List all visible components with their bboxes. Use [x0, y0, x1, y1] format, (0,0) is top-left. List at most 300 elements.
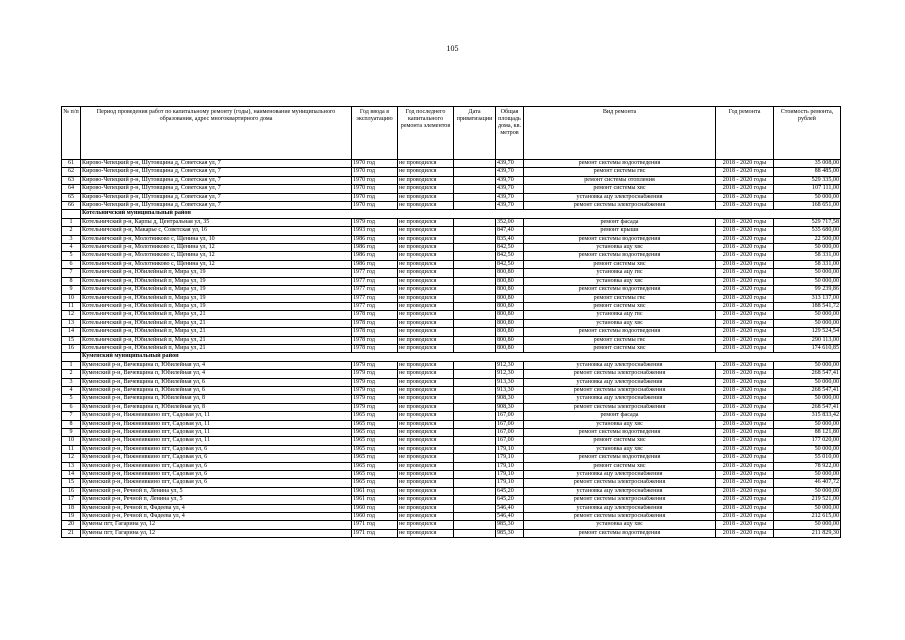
cell-repair-years: 2018 - 2020 годы	[716, 193, 774, 201]
table-row	[62, 420, 841, 428]
cell-built: 1986 год	[352, 244, 398, 252]
cell-built: 1961 год	[352, 496, 398, 504]
cell-area: 800,80	[496, 328, 524, 336]
cell-privatization	[454, 445, 496, 453]
cell-last-repair: не проводился	[398, 244, 454, 252]
table-row	[62, 378, 841, 386]
cell-area: 835,40	[496, 235, 524, 243]
cell-last-repair: не проводился	[398, 227, 454, 235]
cell-repair-kind: ремонт системы водоотведения	[524, 328, 716, 336]
cell-last-repair: не проводился	[398, 462, 454, 470]
cell-built: 1979 год	[352, 361, 398, 369]
col-header-cost: Стоимость ремонта, рублей	[774, 107, 841, 160]
cell-number: 65	[62, 193, 81, 201]
cell-address: Куменский р-н, Нижнеивкино пгт, Садовая ул, 6	[81, 479, 352, 487]
cell-cost: 219 521,00	[774, 496, 841, 504]
cell-repair-kind: ремонт системы электроснабжения	[524, 513, 716, 521]
cell-area: 908,30	[496, 403, 524, 411]
cell-privatization	[454, 277, 496, 285]
cell-repair-years: 2018 - 2020 годы	[716, 454, 774, 462]
cell-repair-kind: ремонт системы электроснабжения	[524, 496, 716, 504]
table-body	[62, 160, 841, 538]
cell-built: 1965 год	[352, 462, 398, 470]
cell-address: Котельничский р-н, Молотниково с, Щенина ул, 12	[81, 252, 352, 260]
cell-built: 1965 год	[352, 420, 398, 428]
cell-cost: 88 121,80	[774, 429, 841, 437]
cell-built: 1970 год	[352, 168, 398, 176]
cell-last-repair: не проводился	[398, 370, 454, 378]
cell-privatization	[454, 336, 496, 344]
cell-address: Куменский р-н, Речной п, Фадеева ул, 4	[81, 513, 352, 521]
cell-cost: 129 524,54	[774, 328, 841, 336]
cell-built: 1970 год	[352, 160, 398, 168]
cell-cost: 50 000,00	[774, 487, 841, 495]
cell-repair-kind: ремонт фасада	[524, 218, 716, 226]
cell-number: 64	[62, 185, 81, 193]
cell-privatization	[454, 471, 496, 479]
cell-privatization	[454, 286, 496, 294]
cell-repair-years: 2018 - 2020 годы	[716, 437, 774, 445]
cell-built: 1970 год	[352, 193, 398, 201]
cell-last-repair: не проводился	[398, 395, 454, 403]
cell-privatization	[454, 386, 496, 394]
cell-repair-kind: ремонт системы гвс	[524, 168, 716, 176]
cell-repair-kind: ремонт системы водоотведения	[524, 286, 716, 294]
cell-repair-kind: ремонт системы хвс	[524, 185, 716, 193]
cell-last-repair: не проводился	[398, 294, 454, 302]
cell-repair-kind: установка ацу электроснабжения	[524, 378, 716, 386]
cell-repair-kind: ремонт системы водоотведения	[524, 529, 716, 537]
section-blank	[62, 353, 81, 361]
cell-repair-kind: установка ацу электроснабжения	[524, 193, 716, 201]
cell-repair-kind: ремонт системы электроснабжения	[524, 479, 716, 487]
cell-repair-years: 2018 - 2020 годы	[716, 176, 774, 184]
table-row	[62, 437, 841, 445]
cell-address: Куменский р-н, Речной п, Ленина ул, 5	[81, 487, 352, 495]
cell-repair-years: 2018 - 2020 годы	[716, 403, 774, 411]
cell-repair-years: 2018 - 2020 годы	[716, 328, 774, 336]
cell-cost: 35 008,00	[774, 160, 841, 168]
cell-last-repair: не проводился	[398, 302, 454, 310]
cell-number: 2	[62, 227, 81, 235]
cell-repair-kind: ремонт системы хвс	[524, 260, 716, 268]
cell-built: 1979 год	[352, 403, 398, 411]
cell-built: 1978 год	[352, 311, 398, 319]
cell-repair-kind: установка ацу гвс	[524, 311, 716, 319]
cell-repair-years: 2018 - 2020 годы	[716, 429, 774, 437]
table-row	[62, 235, 841, 243]
col-header-area: Общая площадь дома, кв. метров	[496, 107, 524, 160]
cell-number: 12	[62, 454, 81, 462]
cell-repair-kind: ремонт системы электроснабжения	[524, 386, 716, 394]
cell-repair-kind: ремонт системы отопления	[524, 176, 716, 184]
cell-privatization	[454, 202, 496, 210]
cell-repair-years: 2018 - 2020 годы	[716, 235, 774, 243]
cell-number: 9	[62, 286, 81, 294]
cell-repair-kind: ремонт системы водоотведения	[524, 235, 716, 243]
cell-repair-years: 2018 - 2020 годы	[716, 244, 774, 252]
cell-address: Котельничский р-н, Юбилейный п, Мира ул, 21	[81, 311, 352, 319]
cell-area: 439,70	[496, 185, 524, 193]
cell-number: 13	[62, 462, 81, 470]
cell-privatization	[454, 160, 496, 168]
cell-repair-kind: ремонт системы гвс	[524, 336, 716, 344]
cell-last-repair: не проводился	[398, 487, 454, 495]
cell-cost: 50 000,00	[774, 277, 841, 285]
cell-privatization	[454, 176, 496, 184]
cell-cost: 50 000,00	[774, 193, 841, 201]
cell-last-repair: не проводился	[398, 319, 454, 327]
cell-number: 61	[62, 160, 81, 168]
col-header-repair-years: Год ремонта	[716, 107, 774, 160]
cell-last-repair: не проводился	[398, 361, 454, 369]
cell-privatization	[454, 168, 496, 176]
cell-address: Куменский р-н, Вичевщина п, Юбилейная ул, 4	[81, 370, 352, 378]
cell-privatization	[454, 479, 496, 487]
cell-last-repair: не проводился	[398, 260, 454, 268]
cell-number: 7	[62, 412, 81, 420]
table-row	[62, 479, 841, 487]
cell-area: 912,30	[496, 370, 524, 378]
table-row	[62, 277, 841, 285]
cell-built: 1977 год	[352, 294, 398, 302]
cell-area: 439,70	[496, 202, 524, 210]
cell-repair-years: 2018 - 2020 годы	[716, 227, 774, 235]
table-row	[62, 504, 841, 512]
section-blank	[62, 210, 81, 218]
cell-repair-kind: установка ацу электроснабжения	[524, 395, 716, 403]
cell-address: Куменский р-н, Нижнеивкино пгт, Садовая ул, 11	[81, 437, 352, 445]
cell-built: 1977 год	[352, 302, 398, 310]
cell-area: 800,80	[496, 294, 524, 302]
cell-repair-kind: ремонт системы водоотведения	[524, 429, 716, 437]
cell-area: 908,30	[496, 395, 524, 403]
cell-address: Котельничский р-н, Юбилейный п, Мира ул, 19	[81, 302, 352, 310]
cell-repair-years: 2018 - 2020 годы	[716, 202, 774, 210]
cell-privatization	[454, 294, 496, 302]
cell-number: 14	[62, 471, 81, 479]
cell-privatization	[454, 378, 496, 386]
cell-repair-years: 2018 - 2020 годы	[716, 168, 774, 176]
cell-last-repair: не проводился	[398, 412, 454, 420]
cell-repair-kind: установка ацу хвс	[524, 420, 716, 428]
cell-repair-years: 2018 - 2020 годы	[716, 378, 774, 386]
cell-repair-kind: ремонт системы хвс	[524, 302, 716, 310]
table-header-row	[62, 107, 841, 160]
cell-area: 546,40	[496, 513, 524, 521]
cell-area: 800,80	[496, 302, 524, 310]
cell-built: 1978 год	[352, 319, 398, 327]
col-header-last-repair: Год последнего капитального ремонта элементов	[398, 107, 454, 160]
cell-number: 19	[62, 513, 81, 521]
cell-repair-years: 2018 - 2020 годы	[716, 361, 774, 369]
table-row	[62, 529, 841, 537]
cell-address: Куменский р-н, Нижнеивкино пгт, Садовая ул, 6	[81, 462, 352, 470]
cell-cost: 46 407,72	[774, 479, 841, 487]
cell-built: 1978 год	[352, 336, 398, 344]
cell-address: Кумены пгт, Гагарина ул, 12	[81, 529, 352, 537]
cell-cost: 529 335,00	[774, 176, 841, 184]
cell-number: 18	[62, 504, 81, 512]
cell-number: 15	[62, 336, 81, 344]
cell-number: 15	[62, 479, 81, 487]
cell-built: 1977 год	[352, 269, 398, 277]
cell-built: 1965 год	[352, 412, 398, 420]
cell-privatization	[454, 504, 496, 512]
cell-address: Котельничский р-н, Юбилейный п, Мира ул, 21	[81, 336, 352, 344]
cell-repair-years: 2018 - 2020 годы	[716, 487, 774, 495]
table-row	[62, 462, 841, 470]
cell-last-repair: не проводился	[398, 277, 454, 285]
cell-area: 800,80	[496, 277, 524, 285]
cell-area: 645,20	[496, 487, 524, 495]
cell-repair-years: 2018 - 2020 годы	[716, 462, 774, 470]
cell-privatization	[454, 252, 496, 260]
cell-address: Котельничский р-н, Молотниково с, Щенина ул, 10	[81, 235, 352, 243]
cell-number: 9	[62, 429, 81, 437]
cell-repair-kind: ремонт системы водоотведения	[524, 252, 716, 260]
cell-last-repair: не проводился	[398, 479, 454, 487]
cell-last-repair: не проводился	[398, 378, 454, 386]
cell-address: Котельничский р-н, Юбилейный п, Мира ул, 19	[81, 277, 352, 285]
cell-privatization	[454, 260, 496, 268]
cell-address: Куменский р-н, Вичевщина п, Юбилейная ул, 6	[81, 378, 352, 386]
cell-cost: 50 000,00	[774, 521, 841, 529]
cell-built: 1979 год	[352, 386, 398, 394]
cell-cost: 535 680,00	[774, 227, 841, 235]
cell-address: Куменский р-н, Речной п, Ленина ул, 5	[81, 496, 352, 504]
cell-repair-years: 2018 - 2020 годы	[716, 319, 774, 327]
cell-number: 11	[62, 302, 81, 310]
cell-built: 1960 год	[352, 513, 398, 521]
cell-number: 7	[62, 269, 81, 277]
cell-built: 1993 год	[352, 227, 398, 235]
cell-privatization	[454, 218, 496, 226]
cell-privatization	[454, 269, 496, 277]
table-row	[62, 386, 841, 394]
cell-last-repair: не проводился	[398, 176, 454, 184]
cell-number: 63	[62, 176, 81, 184]
cell-cost: 268 547,41	[774, 386, 841, 394]
cell-repair-kind: ремонт системы электроснабжения	[524, 403, 716, 411]
cell-area: 800,80	[496, 311, 524, 319]
cell-repair-years: 2018 - 2020 годы	[716, 395, 774, 403]
cell-area: 179,10	[496, 471, 524, 479]
cell-last-repair: не проводился	[398, 420, 454, 428]
cell-number: 10	[62, 294, 81, 302]
cell-area: 179,10	[496, 462, 524, 470]
cell-privatization	[454, 529, 496, 537]
cell-number: 17	[62, 496, 81, 504]
cell-repair-years: 2018 - 2020 годы	[716, 504, 774, 512]
cell-last-repair: не проводился	[398, 471, 454, 479]
cell-area: 800,80	[496, 286, 524, 294]
page-number: 105	[446, 44, 459, 53]
cell-last-repair: не проводился	[398, 504, 454, 512]
cell-privatization	[454, 521, 496, 529]
cell-area: 842,50	[496, 252, 524, 260]
cell-repair-kind: ремонт системы водоотведения	[524, 160, 716, 168]
table-row	[62, 445, 841, 453]
cell-repair-years: 2018 - 2020 годы	[716, 311, 774, 319]
table-row	[62, 344, 841, 352]
table-row	[62, 252, 841, 260]
cell-area: 179,10	[496, 445, 524, 453]
cell-area: 912,30	[496, 361, 524, 369]
cell-last-repair: не проводился	[398, 185, 454, 193]
cell-built: 1965 год	[352, 437, 398, 445]
cell-repair-kind: ремонт системы хвс	[524, 437, 716, 445]
cell-last-repair: не проводился	[398, 168, 454, 176]
cell-built: 1978 год	[352, 344, 398, 352]
cell-cost: 211 829,30	[774, 529, 841, 537]
cell-repair-years: 2018 - 2020 годы	[716, 420, 774, 428]
table-row	[62, 370, 841, 378]
cell-number: 21	[62, 529, 81, 537]
cell-area: 167,00	[496, 429, 524, 437]
cell-privatization	[454, 319, 496, 327]
cell-repair-kind: установка ацу хвс	[524, 521, 716, 529]
table-row	[62, 202, 841, 210]
cell-cost: 55 010,00	[774, 454, 841, 462]
cell-number: 10	[62, 437, 81, 445]
cell-address: Кирово-Чепецкий р-н, Шутовщина д, Советская ул, 7	[81, 202, 352, 210]
cell-cost: 50 000,00	[774, 420, 841, 428]
cell-built: 1970 год	[352, 185, 398, 193]
cell-privatization	[454, 487, 496, 495]
cell-address: Куменский р-н, Вичевщина п, Юбилейная ул, 8	[81, 403, 352, 411]
cell-last-repair: не проводился	[398, 386, 454, 394]
cell-area: 439,70	[496, 176, 524, 184]
cell-last-repair: не проводился	[398, 252, 454, 260]
cell-area: 847,40	[496, 227, 524, 235]
cell-repair-kind: ремонт системы электроснабжения	[524, 370, 716, 378]
section-title: Котельничский муниципальный район	[81, 210, 841, 218]
cell-address: Котельничский р-н, Молотниково с, Щенина ул, 12	[81, 244, 352, 252]
cell-number: 5	[62, 252, 81, 260]
cell-repair-kind: установка ацу хвс	[524, 445, 716, 453]
cell-cost: 50 000,00	[774, 319, 841, 327]
cell-cost: 188 541,72	[774, 302, 841, 310]
cell-cost: 58 331,00	[774, 252, 841, 260]
cell-number: 3	[62, 235, 81, 243]
cell-address: Котельничский р-н, Юбилейный п, Мира ул, 21	[81, 344, 352, 352]
cell-privatization	[454, 244, 496, 252]
cell-repair-years: 2018 - 2020 годы	[716, 218, 774, 226]
cell-address: Котельничский р-н, Юбилейный п, Мира ул, 19	[81, 294, 352, 302]
cell-cost: 315 833,42	[774, 412, 841, 420]
cell-number: 5	[62, 395, 81, 403]
table-row	[62, 429, 841, 437]
cell-number: 2	[62, 370, 81, 378]
cell-built: 1978 год	[352, 328, 398, 336]
cell-number: 14	[62, 328, 81, 336]
cell-built: 1977 год	[352, 277, 398, 285]
cell-last-repair: не проводился	[398, 311, 454, 319]
cell-number: 6	[62, 260, 81, 268]
cell-repair-kind: ремонт крыши	[524, 227, 716, 235]
cell-privatization	[454, 235, 496, 243]
cell-repair-kind: установка ацу электроснабжения	[524, 471, 716, 479]
cell-repair-years: 2018 - 2020 годы	[716, 479, 774, 487]
col-header-privatization: Дата приватизации	[454, 107, 496, 160]
cell-address: Котельничский р-н, Юбилейный п, Мира ул, 19	[81, 269, 352, 277]
cell-repair-years: 2018 - 2020 годы	[716, 471, 774, 479]
cell-last-repair: не проводился	[398, 218, 454, 226]
cell-number: 62	[62, 168, 81, 176]
cell-repair-years: 2018 - 2020 годы	[716, 302, 774, 310]
cell-cost: 268 547,41	[774, 403, 841, 411]
cell-address: Куменский р-н, Нижнеивкино пгт, Садовая ул, 6	[81, 445, 352, 453]
cell-repair-years: 2018 - 2020 годы	[716, 370, 774, 378]
cell-privatization	[454, 311, 496, 319]
cell-last-repair: не проводился	[398, 160, 454, 168]
cell-last-repair: не проводился	[398, 202, 454, 210]
cell-cost: 50 000,00	[774, 311, 841, 319]
col-header-address: Период проведения работ по капитальному ремонту (годы), наименование муниципального образования, адрес многоквартирного дома	[81, 107, 352, 160]
cell-built: 1965 год	[352, 479, 398, 487]
cell-cost: 50 000,00	[774, 445, 841, 453]
cell-last-repair: не проводился	[398, 429, 454, 437]
table-row	[62, 302, 841, 310]
cell-repair-years: 2018 - 2020 годы	[716, 521, 774, 529]
cell-address: Котельничский р-н, Молотниково с, Щенина ул, 12	[81, 260, 352, 268]
cell-area: 800,80	[496, 336, 524, 344]
cell-area: 179,10	[496, 479, 524, 487]
table-row	[62, 412, 841, 420]
cell-address: Куменский р-н, Вичевщина п, Юбилейная ул, 8	[81, 395, 352, 403]
cell-repair-kind: ремонт системы гвс	[524, 294, 716, 302]
table-row	[62, 319, 841, 327]
cell-last-repair: не проводился	[398, 286, 454, 294]
cell-repair-years: 2018 - 2020 годы	[716, 344, 774, 352]
table-row	[62, 311, 841, 319]
cell-privatization	[454, 361, 496, 369]
cell-cost: 50 000,00	[774, 361, 841, 369]
cell-cost: 174 610,85	[774, 344, 841, 352]
table-row	[62, 176, 841, 184]
cell-repair-years: 2018 - 2020 годы	[716, 185, 774, 193]
cell-address: Куменский р-н, Нижнеивкино пгт, Садовая ул, 6	[81, 471, 352, 479]
cell-repair-kind: ремонт системы хвс	[524, 462, 716, 470]
cell-repair-years: 2018 - 2020 годы	[716, 445, 774, 453]
cell-repair-kind: ремонт системы хвс	[524, 344, 716, 352]
cell-repair-kind: установка ацу электроснабжения	[524, 504, 716, 512]
cell-privatization	[454, 395, 496, 403]
cell-area: 546,40	[496, 504, 524, 512]
section-row	[62, 210, 841, 218]
cell-repair-kind: установка ацу электроснабжения	[524, 361, 716, 369]
table-row	[62, 244, 841, 252]
cell-address: Кирово-Чепецкий р-н, Шутовщина д, Советская ул, 7	[81, 185, 352, 193]
table-row	[62, 471, 841, 479]
cell-privatization	[454, 344, 496, 352]
col-header-repair-kind: Вид ремонта	[524, 107, 716, 160]
cell-last-repair: не проводился	[398, 403, 454, 411]
table-row	[62, 328, 841, 336]
cell-number: 6	[62, 403, 81, 411]
cell-cost: 88 485,00	[774, 168, 841, 176]
cell-repair-kind: установка ацу хвс	[524, 244, 716, 252]
cell-number: 3	[62, 378, 81, 386]
cell-built: 1986 год	[352, 235, 398, 243]
cell-number: 13	[62, 319, 81, 327]
table-row	[62, 286, 841, 294]
cell-area: 439,70	[496, 168, 524, 176]
cell-privatization	[454, 193, 496, 201]
table-row	[62, 361, 841, 369]
cell-area: 167,00	[496, 437, 524, 445]
